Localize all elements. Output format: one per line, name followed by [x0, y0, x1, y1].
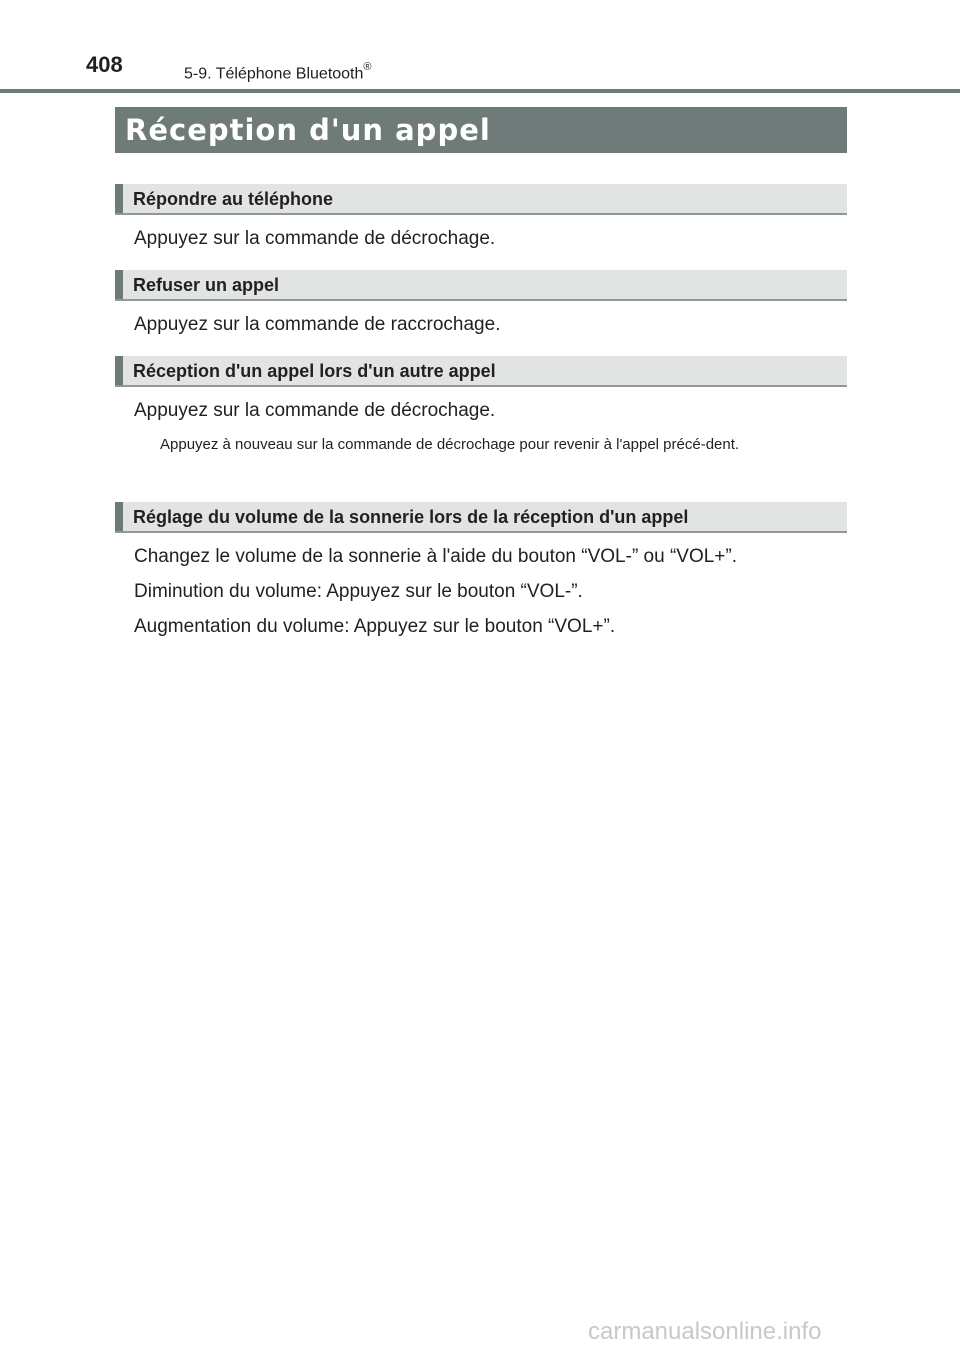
page-title: Réception d'un appel — [125, 113, 491, 147]
paragraph: Appuyez sur la commande de décrochage. — [134, 400, 496, 421]
section-heading-refuse — [115, 270, 847, 301]
paragraph: Appuyez sur la commande de raccrochage. — [134, 314, 501, 335]
section-heading-call-waiting — [115, 356, 847, 387]
registered-mark: ® — [363, 61, 372, 73]
running-head — [184, 57, 372, 86]
header-divider — [0, 89, 960, 93]
section-heading-label: Réglage du volume de la sonnerie lors de la réception d'un appel — [133, 507, 689, 527]
running-head-text: 5-9. Téléphone Bluetooth — [184, 65, 364, 83]
section-marker — [115, 270, 123, 299]
section-heading-answer — [115, 184, 847, 215]
page-number: 408 — [86, 52, 123, 77]
title-bar — [115, 107, 847, 153]
section-heading-label: Répondre au téléphone — [133, 189, 334, 209]
section-heading-label: Refuser un appel — [133, 275, 280, 295]
paragraph: Changez le volume de la sonnerie à l'aide du bouton “VOL-” ou “VOL+”. — [134, 546, 738, 567]
paragraph: Diminution du volume: Appuyez sur le bouton “VOL-”. — [134, 581, 583, 602]
paragraph: Appuyez sur la commande de décrochage. — [134, 228, 496, 249]
section-marker — [115, 502, 123, 531]
section-marker — [115, 356, 123, 385]
section-heading-label: Réception d'un appel lors d'un autre appel — [133, 361, 496, 381]
section-heading-ringtone-volume — [115, 502, 847, 533]
section-marker — [115, 184, 123, 213]
paragraph: Augmentation du volume: Appuyez sur le bouton “VOL+”. — [134, 616, 616, 637]
watermark: carmanualsonline.info — [588, 1318, 822, 1345]
note-text: Appuyez à nouveau sur la commande de décrochage pour revenir à l'appel précé-dent. — [160, 436, 740, 453]
